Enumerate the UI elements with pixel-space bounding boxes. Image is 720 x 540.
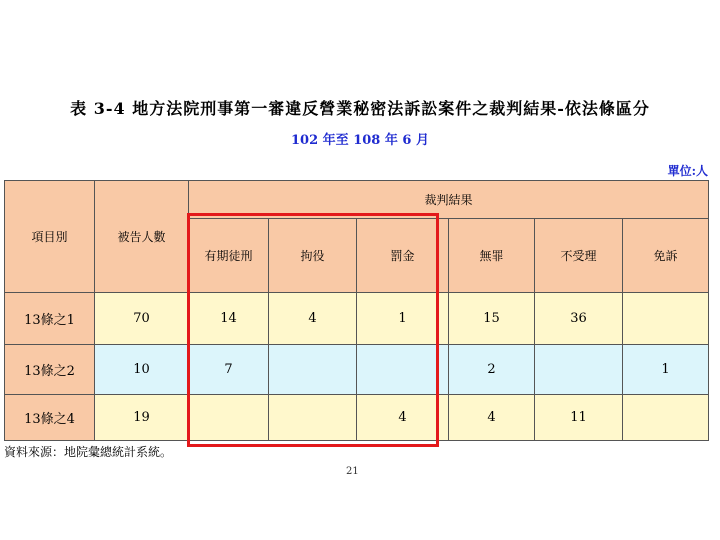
page-number: 21 xyxy=(346,466,359,477)
cell-value xyxy=(535,345,623,395)
cell-value: 1 xyxy=(357,293,449,345)
cell-value: 4 xyxy=(449,395,535,441)
cell-value: 4 xyxy=(357,395,449,441)
cell-value: 1 xyxy=(623,345,709,395)
cell-defendants: 19 xyxy=(95,395,189,441)
cell-value: 14 xyxy=(189,293,269,345)
cell-defendants: 70 xyxy=(95,293,189,345)
cell-defendants: 10 xyxy=(95,345,189,395)
cell-value: 2 xyxy=(449,345,535,395)
table-title: 表 3-4 地方法院刑事第一審違反營業秘密法訴訟案件之裁判結果-依法條區分 xyxy=(70,99,650,118)
header-col-fine: 罰金 xyxy=(357,219,449,293)
header-item: 項目別 xyxy=(5,181,95,293)
row-label: 13條之2 xyxy=(5,345,95,395)
row-label: 13條之4 xyxy=(5,395,95,441)
header-defendants: 被告人數 xyxy=(95,181,189,293)
cell-value: 11 xyxy=(535,395,623,441)
source-note: 資料來源：地院彙總統計系統。 xyxy=(4,445,173,459)
cell-value: 7 xyxy=(189,345,269,395)
unit-label: 單位:人 xyxy=(667,164,708,178)
table-subtitle: 102 年至 108 年 6 月 xyxy=(291,133,429,148)
header-col-dismissed: 不受理 xyxy=(535,219,623,293)
highlight-box xyxy=(187,213,439,447)
cell-value: 15 xyxy=(449,293,535,345)
header-col-detention: 拘役 xyxy=(269,219,357,293)
header-col-imprisonment: 有期徒刑 xyxy=(189,219,269,293)
cell-value xyxy=(623,293,709,345)
header-col-not-guilty: 無罪 xyxy=(449,219,535,293)
row-label: 13條之1 xyxy=(5,293,95,345)
cell-value xyxy=(623,395,709,441)
header-col-exempt: 免訴 xyxy=(623,219,709,293)
cell-value: 36 xyxy=(535,293,623,345)
header-result-group: 裁判結果 xyxy=(189,181,709,219)
cell-value: 4 xyxy=(269,293,357,345)
